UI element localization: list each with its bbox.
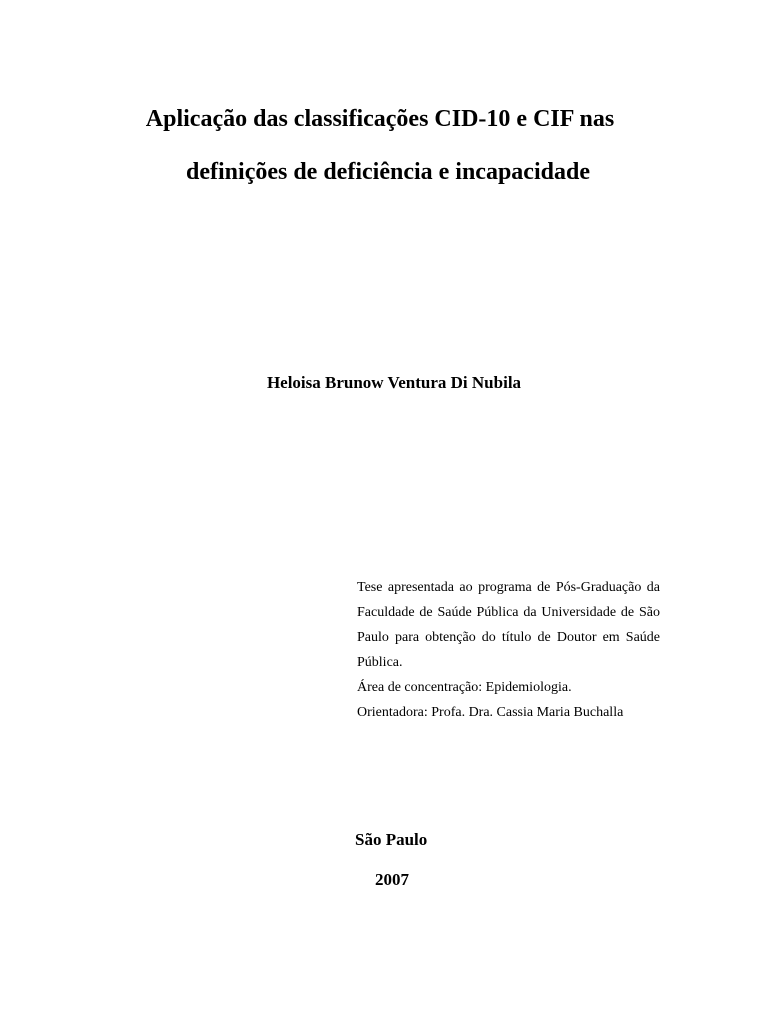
thesis-statement [357,575,660,725]
thesis-description: Tese apresentada ao programa de Pós-Graduação da Faculdade de Saúde Pública da Universidade de São Paulo para obtenção do título de Doutor em Saúde Pública. [357,580,660,670]
thesis-title-line-1: Aplicação das classificações CID-10 e CIF nas [145,106,615,132]
concentration-area: Área de concentração: Epidemiologia. [357,680,572,695]
city: São Paulo [355,830,428,849]
advisor: Orientadora: Profa. Dra. Cassia Maria Buchalla [357,705,624,720]
thesis-title-line-2: definições de deficiência e incapacidade [186,159,590,185]
year: 2007 [375,870,409,889]
author-name: Heloisa Brunow Ventura Di Nubila [266,373,522,392]
